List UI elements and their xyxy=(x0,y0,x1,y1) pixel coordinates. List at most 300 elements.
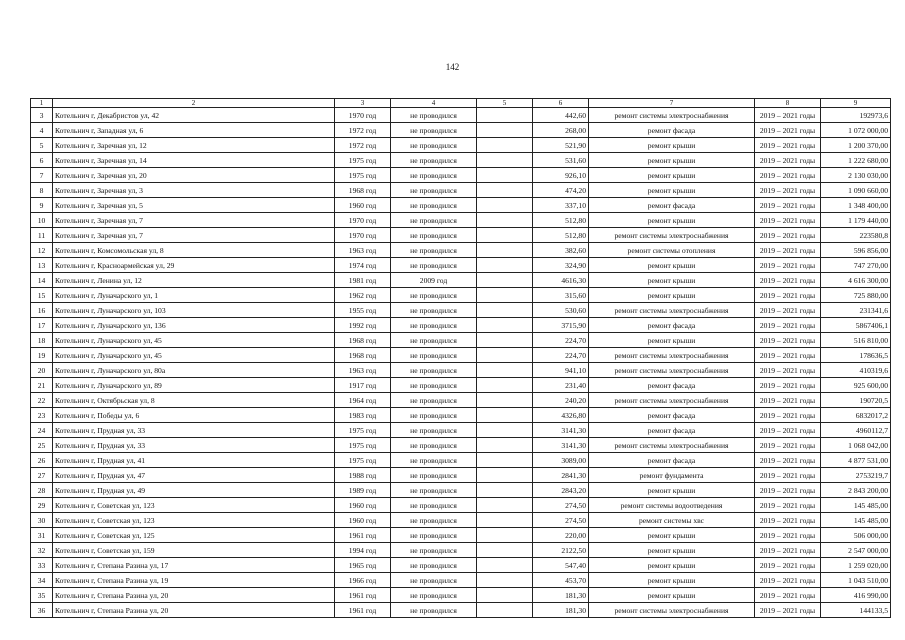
row-number: 26 xyxy=(31,453,53,468)
period-cell: 2019 – 2021 годы xyxy=(755,378,821,393)
empty-cell xyxy=(477,123,533,138)
empty-cell xyxy=(477,213,533,228)
cost-cell: 2 547 000,00 xyxy=(821,543,891,558)
construction-year-cell: 1974 год xyxy=(335,258,391,273)
table-row xyxy=(31,543,891,558)
table-row xyxy=(31,138,891,153)
table-row xyxy=(31,588,891,603)
construction-year-cell: 1975 год xyxy=(335,438,391,453)
last-repair-year-cell: не проводился xyxy=(391,303,477,318)
work-type-cell: ремонт крыши xyxy=(589,153,755,168)
period-cell: 2019 – 2021 годы xyxy=(755,303,821,318)
area-cell: 268,00 xyxy=(533,123,589,138)
work-type-cell: ремонт фасада xyxy=(589,453,755,468)
work-type-cell: ремонт системы отопления xyxy=(589,243,755,258)
period-cell: 2019 – 2021 годы xyxy=(755,483,821,498)
table-row xyxy=(31,558,891,573)
cost-cell: 410319,6 xyxy=(821,363,891,378)
period-cell: 2019 – 2021 годы xyxy=(755,543,821,558)
construction-year-cell: 1968 год xyxy=(335,183,391,198)
cost-cell: 1 068 042,00 xyxy=(821,438,891,453)
last-repair-year-cell: не проводился xyxy=(391,498,477,513)
construction-year-cell: 1960 год xyxy=(335,513,391,528)
column-number: 2 xyxy=(53,99,335,108)
work-type-cell: ремонт крыши xyxy=(589,558,755,573)
last-repair-year-cell: не проводился xyxy=(391,168,477,183)
empty-cell xyxy=(477,573,533,588)
row-number: 8 xyxy=(31,183,53,198)
period-cell: 2019 – 2021 годы xyxy=(755,108,821,123)
work-type-cell: ремонт крыши xyxy=(589,273,755,288)
cost-cell: 2 130 030,00 xyxy=(821,168,891,183)
address-cell: Котельнич г, Луначарского ул, 80а xyxy=(53,363,335,378)
address-cell: Котельнич г, Декабристов ул, 42 xyxy=(53,108,335,123)
address-cell: Котельнич г, Победы ул, 6 xyxy=(53,408,335,423)
repair-program-table xyxy=(30,98,891,618)
column-number: 6 xyxy=(533,99,589,108)
empty-cell xyxy=(477,153,533,168)
last-repair-year-cell: не проводился xyxy=(391,213,477,228)
work-type-cell: ремонт крыши xyxy=(589,288,755,303)
cost-cell: 145 485,00 xyxy=(821,498,891,513)
table-row xyxy=(31,228,891,243)
last-repair-year-cell: не проводился xyxy=(391,363,477,378)
cost-cell: 1 222 680,00 xyxy=(821,153,891,168)
empty-cell xyxy=(477,468,533,483)
last-repair-year-cell: не проводился xyxy=(391,183,477,198)
address-cell: Котельнич г, Прудная ул, 33 xyxy=(53,438,335,453)
period-cell: 2019 – 2021 годы xyxy=(755,348,821,363)
construction-year-cell: 1961 год xyxy=(335,588,391,603)
address-cell: Котельнич г, Ленина ул, 12 xyxy=(53,273,335,288)
last-repair-year-cell: не проводился xyxy=(391,138,477,153)
cost-cell: 596 856,00 xyxy=(821,243,891,258)
table-row xyxy=(31,108,891,123)
row-number: 10 xyxy=(31,213,53,228)
row-number: 24 xyxy=(31,423,53,438)
cost-cell: 1 259 020,00 xyxy=(821,558,891,573)
period-cell: 2019 – 2021 годы xyxy=(755,363,821,378)
row-number: 27 xyxy=(31,468,53,483)
construction-year-cell: 1994 год xyxy=(335,543,391,558)
area-cell: 274,50 xyxy=(533,513,589,528)
empty-cell xyxy=(477,438,533,453)
table-body xyxy=(31,99,891,618)
row-number: 14 xyxy=(31,273,53,288)
cost-cell: 416 990,00 xyxy=(821,588,891,603)
area-cell: 547,40 xyxy=(533,558,589,573)
row-number: 19 xyxy=(31,348,53,363)
work-type-cell: ремонт фасада xyxy=(589,198,755,213)
empty-cell xyxy=(477,288,533,303)
empty-cell xyxy=(477,273,533,288)
last-repair-year-cell: не проводился xyxy=(391,603,477,618)
work-type-cell: ремонт фасада xyxy=(589,423,755,438)
empty-cell xyxy=(477,453,533,468)
address-cell: Котельнич г, Заречная ул, 3 xyxy=(53,183,335,198)
row-number: 32 xyxy=(31,543,53,558)
address-cell: Котельнич г, Советская ул, 123 xyxy=(53,513,335,528)
row-number: 29 xyxy=(31,498,53,513)
work-type-cell: ремонт фасада xyxy=(589,378,755,393)
table-row xyxy=(31,423,891,438)
area-cell: 224,70 xyxy=(533,333,589,348)
last-repair-year-cell: не проводился xyxy=(391,123,477,138)
work-type-cell: ремонт системы электроснабжения xyxy=(589,108,755,123)
period-cell: 2019 – 2021 годы xyxy=(755,498,821,513)
period-cell: 2019 – 2021 годы xyxy=(755,123,821,138)
construction-year-cell: 1917 год xyxy=(335,378,391,393)
cost-cell: 1 090 660,00 xyxy=(821,183,891,198)
area-cell: 231,40 xyxy=(533,378,589,393)
row-number: 25 xyxy=(31,438,53,453)
address-cell: Котельнич г, Советская ул, 125 xyxy=(53,528,335,543)
table-row xyxy=(31,243,891,258)
cost-cell: 231341,6 xyxy=(821,303,891,318)
cost-cell: 178636,5 xyxy=(821,348,891,363)
table-row xyxy=(31,603,891,618)
last-repair-year-cell: не проводился xyxy=(391,243,477,258)
row-number: 33 xyxy=(31,558,53,573)
work-type-cell: ремонт крыши xyxy=(589,588,755,603)
construction-year-cell: 1972 год xyxy=(335,138,391,153)
table-row xyxy=(31,408,891,423)
last-repair-year-cell: не проводился xyxy=(391,573,477,588)
address-cell: Котельнич г, Комсомольская ул, 8 xyxy=(53,243,335,258)
empty-cell xyxy=(477,528,533,543)
empty-cell xyxy=(477,498,533,513)
period-cell: 2019 – 2021 годы xyxy=(755,228,821,243)
period-cell: 2019 – 2021 годы xyxy=(755,318,821,333)
last-repair-year-cell: не проводился xyxy=(391,423,477,438)
empty-cell xyxy=(477,423,533,438)
last-repair-year-cell: не проводился xyxy=(391,483,477,498)
period-cell: 2019 – 2021 годы xyxy=(755,243,821,258)
empty-cell xyxy=(477,513,533,528)
area-cell: 3141,30 xyxy=(533,438,589,453)
last-repair-year-cell: не проводился xyxy=(391,228,477,243)
period-cell: 2019 – 2021 годы xyxy=(755,213,821,228)
row-number: 22 xyxy=(31,393,53,408)
cost-cell: 6832017,2 xyxy=(821,408,891,423)
address-cell: Котельнич г, Прудная ул, 47 xyxy=(53,468,335,483)
table-row xyxy=(31,183,891,198)
table-row xyxy=(31,468,891,483)
table-row xyxy=(31,438,891,453)
period-cell: 2019 – 2021 годы xyxy=(755,408,821,423)
cost-cell: 1 179 440,00 xyxy=(821,213,891,228)
area-cell: 2841,30 xyxy=(533,468,589,483)
address-cell: Котельнич г, Степана Разина ул, 20 xyxy=(53,603,335,618)
last-repair-year-cell: не проводился xyxy=(391,513,477,528)
construction-year-cell: 1965 год xyxy=(335,558,391,573)
construction-year-cell: 1975 год xyxy=(335,453,391,468)
empty-cell xyxy=(477,198,533,213)
work-type-cell: ремонт фасада xyxy=(589,318,755,333)
table-row xyxy=(31,483,891,498)
column-number: 4 xyxy=(391,99,477,108)
address-cell: Котельнич г, Луначарского ул, 45 xyxy=(53,348,335,363)
last-repair-year-cell: не проводился xyxy=(391,318,477,333)
period-cell: 2019 – 2021 годы xyxy=(755,153,821,168)
area-cell: 926,10 xyxy=(533,168,589,183)
empty-cell xyxy=(477,138,533,153)
table-row xyxy=(31,528,891,543)
last-repair-year-cell: не проводился xyxy=(391,558,477,573)
area-cell: 4326,80 xyxy=(533,408,589,423)
cost-cell: 4 616 300,00 xyxy=(821,273,891,288)
empty-cell xyxy=(477,243,533,258)
cost-cell: 223580,8 xyxy=(821,228,891,243)
empty-cell xyxy=(477,303,533,318)
area-cell: 181,30 xyxy=(533,588,589,603)
last-repair-year-cell: не проводился xyxy=(391,288,477,303)
row-number: 18 xyxy=(31,333,53,348)
cost-cell: 747 270,00 xyxy=(821,258,891,273)
address-cell: Котельнич г, Советская ул, 123 xyxy=(53,498,335,513)
row-number: 23 xyxy=(31,408,53,423)
construction-year-cell: 1966 год xyxy=(335,573,391,588)
cost-cell: 4960112,7 xyxy=(821,423,891,438)
address-cell: Котельнич г, Степана Разина ул, 20 xyxy=(53,588,335,603)
address-cell: Котельнич г, Заречная ул, 20 xyxy=(53,168,335,183)
area-cell: 324,90 xyxy=(533,258,589,273)
empty-cell xyxy=(477,588,533,603)
column-number: 7 xyxy=(589,99,755,108)
table-row xyxy=(31,258,891,273)
table-row xyxy=(31,498,891,513)
last-repair-year-cell: 2009 год xyxy=(391,273,477,288)
table-row xyxy=(31,453,891,468)
area-cell: 531,60 xyxy=(533,153,589,168)
column-number: 9 xyxy=(821,99,891,108)
row-number: 16 xyxy=(31,303,53,318)
area-cell: 382,60 xyxy=(533,243,589,258)
area-cell: 315,60 xyxy=(533,288,589,303)
table-row xyxy=(31,288,891,303)
area-cell: 442,60 xyxy=(533,108,589,123)
work-type-cell: ремонт крыши xyxy=(589,183,755,198)
period-cell: 2019 – 2021 годы xyxy=(755,588,821,603)
work-type-cell: ремонт системы электроснабжения xyxy=(589,303,755,318)
work-type-cell: ремонт крыши xyxy=(589,138,755,153)
work-type-cell: ремонт системы электроснабжения xyxy=(589,363,755,378)
period-cell: 2019 – 2021 годы xyxy=(755,558,821,573)
cost-cell: 192973,6 xyxy=(821,108,891,123)
address-cell: Котельнич г, Степана Разина ул, 19 xyxy=(53,573,335,588)
construction-year-cell: 1988 год xyxy=(335,468,391,483)
address-cell: Котельнич г, Луначарского ул, 136 xyxy=(53,318,335,333)
work-type-cell: ремонт фасада xyxy=(589,408,755,423)
address-cell: Котельнич г, Западная ул, 6 xyxy=(53,123,335,138)
work-type-cell: ремонт крыши xyxy=(589,543,755,558)
last-repair-year-cell: не проводился xyxy=(391,543,477,558)
construction-year-cell: 1961 год xyxy=(335,603,391,618)
column-number: 1 xyxy=(31,99,53,108)
area-cell: 512,80 xyxy=(533,228,589,243)
table-row xyxy=(31,303,891,318)
table-row xyxy=(31,168,891,183)
table-row xyxy=(31,393,891,408)
period-cell: 2019 – 2021 годы xyxy=(755,183,821,198)
period-cell: 2019 – 2021 годы xyxy=(755,393,821,408)
work-type-cell: ремонт системы электроснабжения xyxy=(589,348,755,363)
area-cell: 521,90 xyxy=(533,138,589,153)
address-cell: Котельнич г, Луначарского ул, 103 xyxy=(53,303,335,318)
empty-cell xyxy=(477,318,533,333)
work-type-cell: ремонт крыши xyxy=(589,573,755,588)
construction-year-cell: 1962 год xyxy=(335,288,391,303)
work-type-cell: ремонт системы электроснабжения xyxy=(589,438,755,453)
cost-cell: 145 485,00 xyxy=(821,513,891,528)
table-row xyxy=(31,333,891,348)
address-cell: Котельнич г, Прудная ул, 33 xyxy=(53,423,335,438)
work-type-cell: ремонт крыши xyxy=(589,168,755,183)
work-type-cell: ремонт крыши xyxy=(589,333,755,348)
column-number: 3 xyxy=(335,99,391,108)
address-cell: Котельнич г, Советская ул, 159 xyxy=(53,543,335,558)
row-number: 21 xyxy=(31,378,53,393)
area-cell: 240,20 xyxy=(533,393,589,408)
construction-year-cell: 1972 год xyxy=(335,123,391,138)
address-cell: Котельнич г, Степана Разина ул, 17 xyxy=(53,558,335,573)
last-repair-year-cell: не проводился xyxy=(391,153,477,168)
last-repair-year-cell: не проводился xyxy=(391,588,477,603)
work-type-cell: ремонт системы электроснабжения xyxy=(589,228,755,243)
area-cell: 181,30 xyxy=(533,603,589,618)
address-cell: Котельнич г, Прудная ул, 41 xyxy=(53,453,335,468)
construction-year-cell: 1992 год xyxy=(335,318,391,333)
cost-cell: 1 200 370,00 xyxy=(821,138,891,153)
area-cell: 3089,00 xyxy=(533,453,589,468)
period-cell: 2019 – 2021 годы xyxy=(755,468,821,483)
row-number: 20 xyxy=(31,363,53,378)
empty-cell xyxy=(477,558,533,573)
period-cell: 2019 – 2021 годы xyxy=(755,288,821,303)
construction-year-cell: 1960 год xyxy=(335,498,391,513)
last-repair-year-cell: не проводился xyxy=(391,408,477,423)
cost-cell: 2753219,7 xyxy=(821,468,891,483)
period-cell: 2019 – 2021 годы xyxy=(755,273,821,288)
construction-year-cell: 1963 год xyxy=(335,243,391,258)
table-row xyxy=(31,573,891,588)
last-repair-year-cell: не проводился xyxy=(391,333,477,348)
table-row xyxy=(31,198,891,213)
row-number: 36 xyxy=(31,603,53,618)
work-type-cell: ремонт крыши xyxy=(589,483,755,498)
last-repair-year-cell: не проводился xyxy=(391,468,477,483)
empty-cell xyxy=(477,333,533,348)
work-type-cell: ремонт системы хвс xyxy=(589,513,755,528)
row-number: 9 xyxy=(31,198,53,213)
construction-year-cell: 1970 год xyxy=(335,108,391,123)
work-type-cell: ремонт фасада xyxy=(589,123,755,138)
empty-cell xyxy=(477,378,533,393)
area-cell: 3141,30 xyxy=(533,423,589,438)
construction-year-cell: 1981 год xyxy=(335,273,391,288)
last-repair-year-cell: не проводился xyxy=(391,438,477,453)
row-number: 5 xyxy=(31,138,53,153)
row-number: 17 xyxy=(31,318,53,333)
table-row xyxy=(31,213,891,228)
row-number: 31 xyxy=(31,528,53,543)
period-cell: 2019 – 2021 годы xyxy=(755,333,821,348)
area-cell: 274,50 xyxy=(533,498,589,513)
cost-cell: 1 348 400,00 xyxy=(821,198,891,213)
empty-cell xyxy=(477,543,533,558)
last-repair-year-cell: не проводился xyxy=(391,258,477,273)
empty-cell xyxy=(477,603,533,618)
empty-cell xyxy=(477,228,533,243)
area-cell: 512,80 xyxy=(533,213,589,228)
row-number: 3 xyxy=(31,108,53,123)
address-cell: Котельнич г, Заречная ул, 7 xyxy=(53,228,335,243)
address-cell: Котельнич г, Заречная ул, 7 xyxy=(53,213,335,228)
work-type-cell: ремонт крыши xyxy=(589,528,755,543)
construction-year-cell: 1975 год xyxy=(335,423,391,438)
last-repair-year-cell: не проводился xyxy=(391,108,477,123)
last-repair-year-cell: не проводился xyxy=(391,378,477,393)
table-row xyxy=(31,378,891,393)
area-cell: 337,10 xyxy=(533,198,589,213)
period-cell: 2019 – 2021 годы xyxy=(755,573,821,588)
row-number: 34 xyxy=(31,573,53,588)
construction-year-cell: 1989 год xyxy=(335,483,391,498)
last-repair-year-cell: не проводился xyxy=(391,393,477,408)
column-number: 8 xyxy=(755,99,821,108)
construction-year-cell: 1968 год xyxy=(335,348,391,363)
cost-cell: 144133,5 xyxy=(821,603,891,618)
empty-cell xyxy=(477,483,533,498)
cost-cell: 2 843 200,00 xyxy=(821,483,891,498)
cost-cell: 925 600,00 xyxy=(821,378,891,393)
area-cell: 941,10 xyxy=(533,363,589,378)
work-type-cell: ремонт системы электроснабжения xyxy=(589,393,755,408)
area-cell: 2843,20 xyxy=(533,483,589,498)
period-cell: 2019 – 2021 годы xyxy=(755,438,821,453)
table-row xyxy=(31,123,891,138)
construction-year-cell: 1970 год xyxy=(335,213,391,228)
cost-cell: 4 877 531,00 xyxy=(821,453,891,468)
row-number: 12 xyxy=(31,243,53,258)
empty-cell xyxy=(477,168,533,183)
area-cell: 453,70 xyxy=(533,573,589,588)
table-row xyxy=(31,363,891,378)
row-number: 13 xyxy=(31,258,53,273)
cost-cell: 190720,5 xyxy=(821,393,891,408)
area-cell: 224,70 xyxy=(533,348,589,363)
last-repair-year-cell: не проводился xyxy=(391,453,477,468)
address-cell: Котельнич г, Красноармейская ул, 29 xyxy=(53,258,335,273)
table-row xyxy=(31,273,891,288)
work-type-cell: ремонт крыши xyxy=(589,258,755,273)
address-cell: Котельнич г, Заречная ул, 14 xyxy=(53,153,335,168)
table-row xyxy=(31,513,891,528)
empty-cell xyxy=(477,393,533,408)
period-cell: 2019 – 2021 годы xyxy=(755,258,821,273)
area-cell: 220,00 xyxy=(533,528,589,543)
row-number: 4 xyxy=(31,123,53,138)
empty-cell xyxy=(477,183,533,198)
period-cell: 2019 – 2021 годы xyxy=(755,198,821,213)
period-cell: 2019 – 2021 годы xyxy=(755,513,821,528)
construction-year-cell: 1961 год xyxy=(335,528,391,543)
construction-year-cell: 1970 год xyxy=(335,228,391,243)
construction-year-cell: 1983 год xyxy=(335,408,391,423)
address-cell: Котельнич г, Луначарского ул, 45 xyxy=(53,333,335,348)
area-cell: 2122,50 xyxy=(533,543,589,558)
row-number: 7 xyxy=(31,168,53,183)
